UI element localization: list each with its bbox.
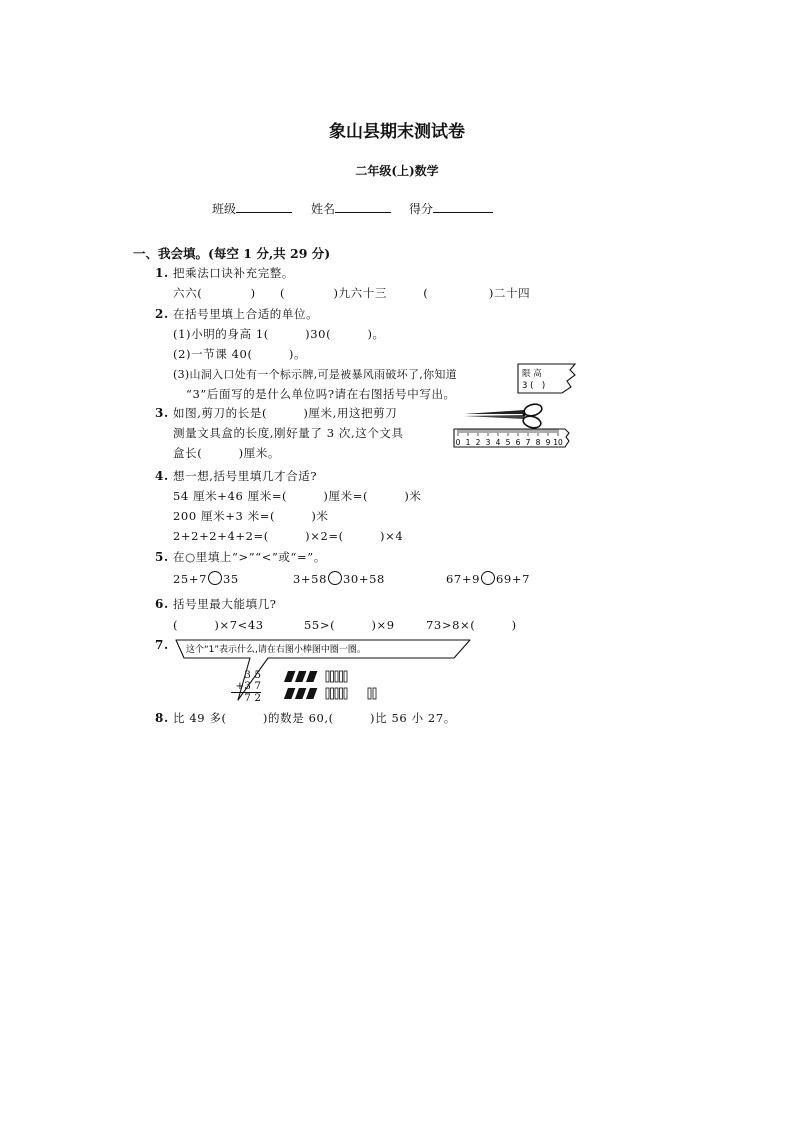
q5-expr1-left: 25+7	[173, 572, 207, 586]
q3-line2: 测量文具盒的长度,刚好量了 3 次,这个文具	[173, 426, 404, 440]
ruler-label: 9	[545, 438, 551, 447]
q5-text: 在○里填上“>”“<”或“=”。	[173, 550, 326, 564]
q1-text: 把乘法口诀补充完整。	[173, 266, 294, 280]
ruler-label: 7	[525, 438, 531, 447]
ruler-label: 6	[515, 438, 521, 447]
stick-bundle[interactable]	[284, 688, 295, 699]
single-stick[interactable]	[344, 671, 347, 682]
stick-rows[interactable]	[284, 671, 376, 699]
stick-bundle[interactable]	[295, 688, 306, 699]
single-stick[interactable]	[344, 688, 347, 699]
single-stick[interactable]	[326, 688, 329, 699]
q4-number: 4.	[155, 469, 169, 483]
ruler-label: 0	[455, 438, 461, 447]
broken-sign-figure	[517, 362, 579, 394]
calc-row1: 3 5	[244, 669, 261, 681]
q1-blanks: 六六( ) ( )九六十三 ( )二十四	[173, 286, 531, 300]
name-blank[interactable]	[335, 200, 391, 213]
ruler-label: 10	[553, 438, 563, 447]
q4-line2: 200 厘米+3 米=( )米	[173, 509, 329, 523]
score-field	[409, 200, 493, 217]
name-label: 姓名	[311, 202, 336, 216]
calc-row2: +3 7	[235, 680, 261, 692]
q7-number-wrap	[155, 638, 169, 652]
q5-number: 5.	[155, 550, 169, 564]
q4-text: 想一想,括号里填几才合适?	[173, 469, 318, 483]
q8-text: 比 49 多( )的数是 60,( )比 56 小 27。	[173, 711, 456, 725]
single-stick[interactable]	[335, 688, 338, 699]
ruler-labels	[456, 438, 563, 447]
q3-line1	[155, 405, 397, 421]
q1-number: 1.	[155, 266, 169, 280]
single-stick[interactable]	[340, 688, 343, 699]
q3-line3: 盒长( )厘米。	[173, 446, 280, 460]
q2-prompt	[155, 306, 318, 322]
single-stick[interactable]	[335, 671, 338, 682]
ruler-label: 1	[465, 438, 471, 447]
ruler-label: 3	[485, 438, 491, 447]
single-stick[interactable]	[340, 671, 343, 682]
single-stick[interactable]	[373, 688, 376, 699]
single-stick[interactable]	[368, 688, 371, 699]
q5-expr1-right: 35	[223, 572, 239, 586]
stick-bundle[interactable]	[295, 671, 306, 682]
q2-text: 在括号里填上合适的单位。	[173, 307, 319, 321]
q4-line1: 54 厘米+46 厘米=( )厘米=( )米	[173, 489, 422, 503]
q2-number: 2.	[155, 307, 169, 321]
q5-expr3-left: 67+9	[446, 572, 480, 586]
class-blank[interactable]	[236, 200, 292, 213]
ruler-label: 8	[535, 438, 541, 447]
q8-number: 8.	[155, 711, 169, 725]
q5-expr3-right: 69+7	[496, 572, 530, 586]
q7-number: 7.	[155, 638, 169, 652]
q1-prompt	[155, 265, 294, 281]
q4-prompt	[155, 468, 317, 484]
class-field	[212, 200, 292, 217]
stick-bundles-figure	[286, 671, 382, 703]
q5-expr2-right: 30+58	[343, 572, 385, 586]
stick-bundle[interactable]	[284, 671, 295, 682]
calc-row3: 7 2	[231, 692, 261, 704]
q6-prompt	[155, 596, 277, 612]
class-label: 班级	[212, 202, 237, 216]
compare-circle-2[interactable]	[328, 571, 342, 585]
q5-prompt	[155, 549, 326, 565]
bubble-text: 这个“1”表示什么,请在右图小棒图中圈一圈。	[186, 645, 366, 655]
score-blank[interactable]	[433, 200, 493, 213]
compare-circle-3[interactable]	[481, 571, 495, 585]
stick-bundle[interactable]	[306, 671, 317, 682]
single-stick[interactable]	[326, 671, 329, 682]
q5-expr3	[446, 571, 530, 586]
q6-expr2: 55>( )×9	[304, 618, 395, 632]
q6-expr1: ( )×7<43	[173, 618, 264, 632]
ruler-label: 2	[475, 438, 481, 447]
q4-line3: 2+2+2+4+2=( )×2=( )×4	[173, 529, 404, 543]
q5-expr1	[173, 571, 239, 586]
compare-circle-1[interactable]	[208, 571, 222, 585]
page-subtitle: 二年级(上)数学	[355, 164, 439, 178]
q2-sub3-line1: (3)山洞入口处有一个标示牌,可是被暴风雨破坏了,你知道	[173, 368, 457, 381]
q3-text1: 如图,剪刀的长是( )厘米,用这把剪刀	[173, 406, 398, 420]
score-label: 得分	[409, 202, 434, 216]
name-field	[311, 200, 391, 217]
stick-bundle[interactable]	[306, 688, 317, 699]
single-stick[interactable]	[331, 688, 334, 699]
q8-prompt	[155, 710, 456, 726]
ruler-label: 5	[505, 438, 511, 447]
ruler-figure	[453, 428, 571, 448]
q6-text: 括号里最大能填几?	[173, 597, 277, 611]
q5-expr2-left: 3+58	[293, 572, 327, 586]
section-heading: 一、我会填。(每空 1 分,共 29 分)	[133, 246, 331, 261]
sign-line1: 限 高	[522, 369, 542, 379]
page-title: 象山县期末测试卷	[329, 122, 465, 142]
q2-sub1: (1)小明的身高 1( )30( )。	[173, 327, 385, 341]
ruler-label: 4	[495, 438, 501, 447]
q3-number: 3.	[155, 406, 169, 420]
sign-line2: 3 ( )	[522, 381, 546, 391]
ruler-ticks	[458, 429, 558, 436]
q5-expr2	[293, 571, 385, 586]
q6-number: 6.	[155, 597, 169, 611]
q2-sub2: (2)一节课 40( )。	[173, 347, 307, 361]
single-stick[interactable]	[331, 671, 334, 682]
vertical-calc	[231, 670, 261, 704]
q6-expr3: 73>8×( )	[426, 618, 517, 632]
q2-sub3-line2: “3”后面写的是什么单位吗?请在右图括号中写出。	[186, 387, 456, 401]
